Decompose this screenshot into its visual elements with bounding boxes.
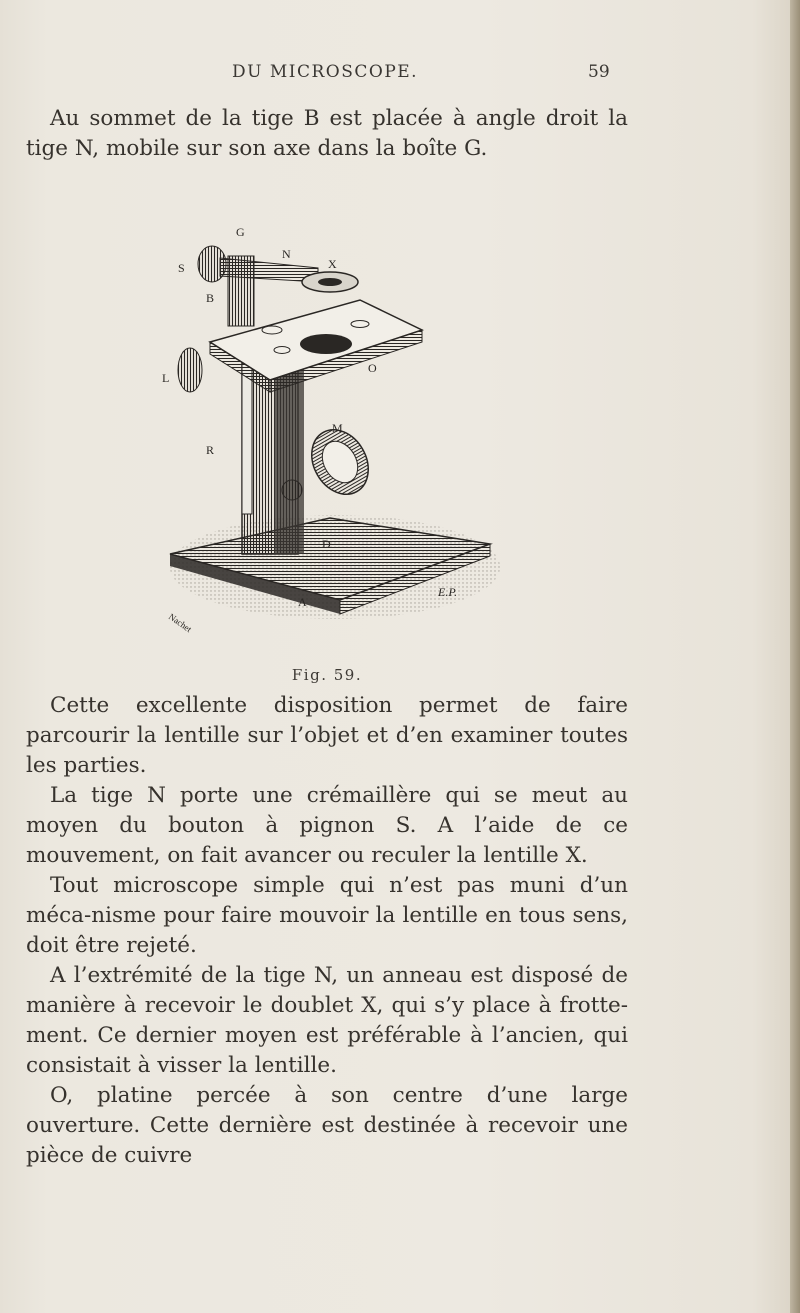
body-text: [26, 691, 628, 1171]
label-s: S: [178, 261, 185, 275]
label-r: R: [206, 443, 215, 457]
paragraph-2: La tige N porte une crémaillère qui se meut au moyen du bouton à pignon S. A l’aide de ce mouvement, on fait avancer ou reculer la lentille X.: [26, 783, 628, 868]
pillar-highlight: [242, 364, 252, 514]
lens-center: [318, 278, 342, 286]
paragraph-1: Cette excellente disposition permet de faire parcourir la lentille sur l’objet et d’en examiner toutes les parties.: [26, 693, 628, 778]
figure-caption: Fig. 59.: [291, 666, 363, 684]
label-g: G: [236, 225, 245, 239]
label-l: L: [162, 371, 170, 385]
label-m: M: [332, 421, 343, 435]
intro-text: [26, 104, 628, 164]
intro-paragraph: Au sommet de la tige B est placée à angle droit la tige N, mobile sur son axe dans la boîte G.: [26, 106, 628, 161]
label-x: X: [328, 257, 337, 271]
page-number: 59: [588, 62, 610, 82]
mirror-pivot: [282, 480, 302, 500]
label-n: N: [282, 247, 291, 261]
knob-l: [178, 348, 202, 392]
label-d: D: [322, 537, 331, 551]
pillar-shadow: [274, 364, 304, 554]
paragraph-3: Tout microscope simple qui n’est pas muni d’un méca-nisme pour faire mouvoir la lentille en tous sens, doit être rejeté.: [26, 873, 628, 958]
engraver-mark: E.P.: [438, 585, 458, 599]
knob-s: [198, 246, 226, 282]
stage-opening: [300, 334, 352, 354]
page-header: [0, 62, 800, 86]
paragraph-5: O, platine percée à son centre d’une large ouverture. Cette dernière est destinée à recevoir une pièce de cuivre: [26, 1083, 628, 1168]
running-title: DU MICROSCOPE.: [232, 62, 419, 82]
microscope-figure: [150, 222, 500, 652]
label-b: B: [206, 291, 215, 305]
label-o: O: [368, 361, 377, 375]
label-a: A: [298, 595, 307, 609]
page-edge: [790, 0, 800, 1313]
maker-mark: Nachet: [166, 611, 194, 635]
paragraph-4: A l’extrémité de la tige N, un anneau est disposé de manière à recevoir le doublet X, qui s’y place à frotte-ment. Ce dernier moyen est préférable à l’ancien, qui consistait à visser la lentille.: [26, 963, 628, 1078]
microscope-engraving: [150, 222, 500, 652]
